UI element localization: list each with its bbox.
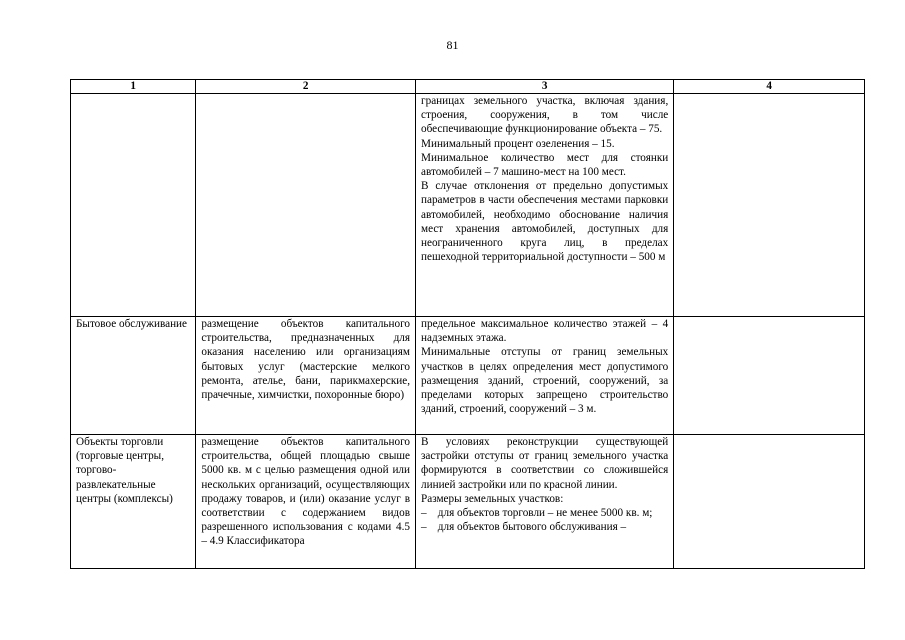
parameter-text: границах земельного участка, включая здания, строения, сооружения, в том числе обеспечивающие функционирование объекта – 75. bbox=[421, 95, 669, 136]
column-header-4: 4 bbox=[674, 80, 865, 94]
list-item: – для объектов торговли – не менее 5000 кв. м; bbox=[421, 507, 653, 520]
parameters-cell bbox=[416, 317, 674, 435]
notes-cell bbox=[674, 94, 865, 317]
regulations-table bbox=[70, 79, 865, 569]
parameters-cell bbox=[416, 94, 674, 317]
list-item: – для объектов бытового обслуживания – bbox=[421, 521, 627, 534]
parameter-text: Минимальное количество мест для стоянки автомобилей – 7 машино-мест на 100 мест. bbox=[421, 151, 669, 179]
parameter-text: В случае отклонения от предельно допустимых параметров в части обеспечения местами парковки автомобилей, необходимо обоснование наличия мест хранения автомобилей, доступных для неограниченного круга лиц, в пределах пешеходной территориальной доступности – 500 м bbox=[421, 180, 669, 264]
column-header-3: 3 bbox=[416, 80, 674, 94]
use-name-cell bbox=[71, 94, 196, 317]
parameter-text: В условиях реконструкции существующей застройки отступы от границ земельного участка формируются в соответствии со сложившейся линией застройки или по красной линии. bbox=[421, 436, 669, 491]
parameter-text: Размеры земельных участков: bbox=[421, 492, 564, 505]
use-name-cell: Объекты торговли (торговые центры, торгово-развлекательные центры (комплексы) bbox=[71, 435, 196, 569]
table-row bbox=[71, 94, 865, 317]
notes-cell bbox=[674, 317, 865, 435]
list-item-text: для объектов бытового обслуживания – bbox=[437, 521, 627, 534]
header-row bbox=[71, 80, 865, 94]
parameter-text: предельное максимальное количество этажей – 4 надземных этажа. bbox=[421, 318, 669, 345]
notes-cell bbox=[674, 435, 865, 569]
parameter-text: Минимальные отступы от границ земельных участков в целях определения мест допустимого размещения зданий, строений, сооружений, за пределами которых запрещено строительство зданий, строений, сооружений – 3 м. bbox=[421, 346, 669, 416]
use-description-cell: размещение объектов капитального строительства, предназначенных для оказания населению или организациям бытовых услуг (мастерские мелкого ремонта, ателье, бани, парикмахерские, прачечные, химчистки, похоронные бюро) bbox=[196, 317, 416, 435]
table-row bbox=[71, 317, 865, 435]
list-item-text: для объектов торговли – не менее 5000 кв. м; bbox=[437, 507, 653, 520]
column-header-1: 1 bbox=[71, 80, 196, 94]
parameters-cell bbox=[416, 435, 674, 569]
use-name-cell: Бытовое обслуживание bbox=[71, 317, 196, 435]
use-description-cell: размещение объектов капитального строительства, общей площадью свыше 5000 кв. м с целью размещения одной или нескольких организаций, осуществляющих продажу товаров, и (или) оказание услуг в соответствии с содержанием видов разрешенного использования с кодами 4.5 – 4.9 Классификатора bbox=[196, 435, 416, 569]
parameter-text: Минимальный процент озеленения – 15. bbox=[421, 137, 615, 150]
use-description-cell bbox=[196, 94, 416, 317]
table-row bbox=[71, 435, 865, 569]
page-number: 81 bbox=[446, 38, 459, 52]
column-header-2: 2 bbox=[196, 80, 416, 94]
